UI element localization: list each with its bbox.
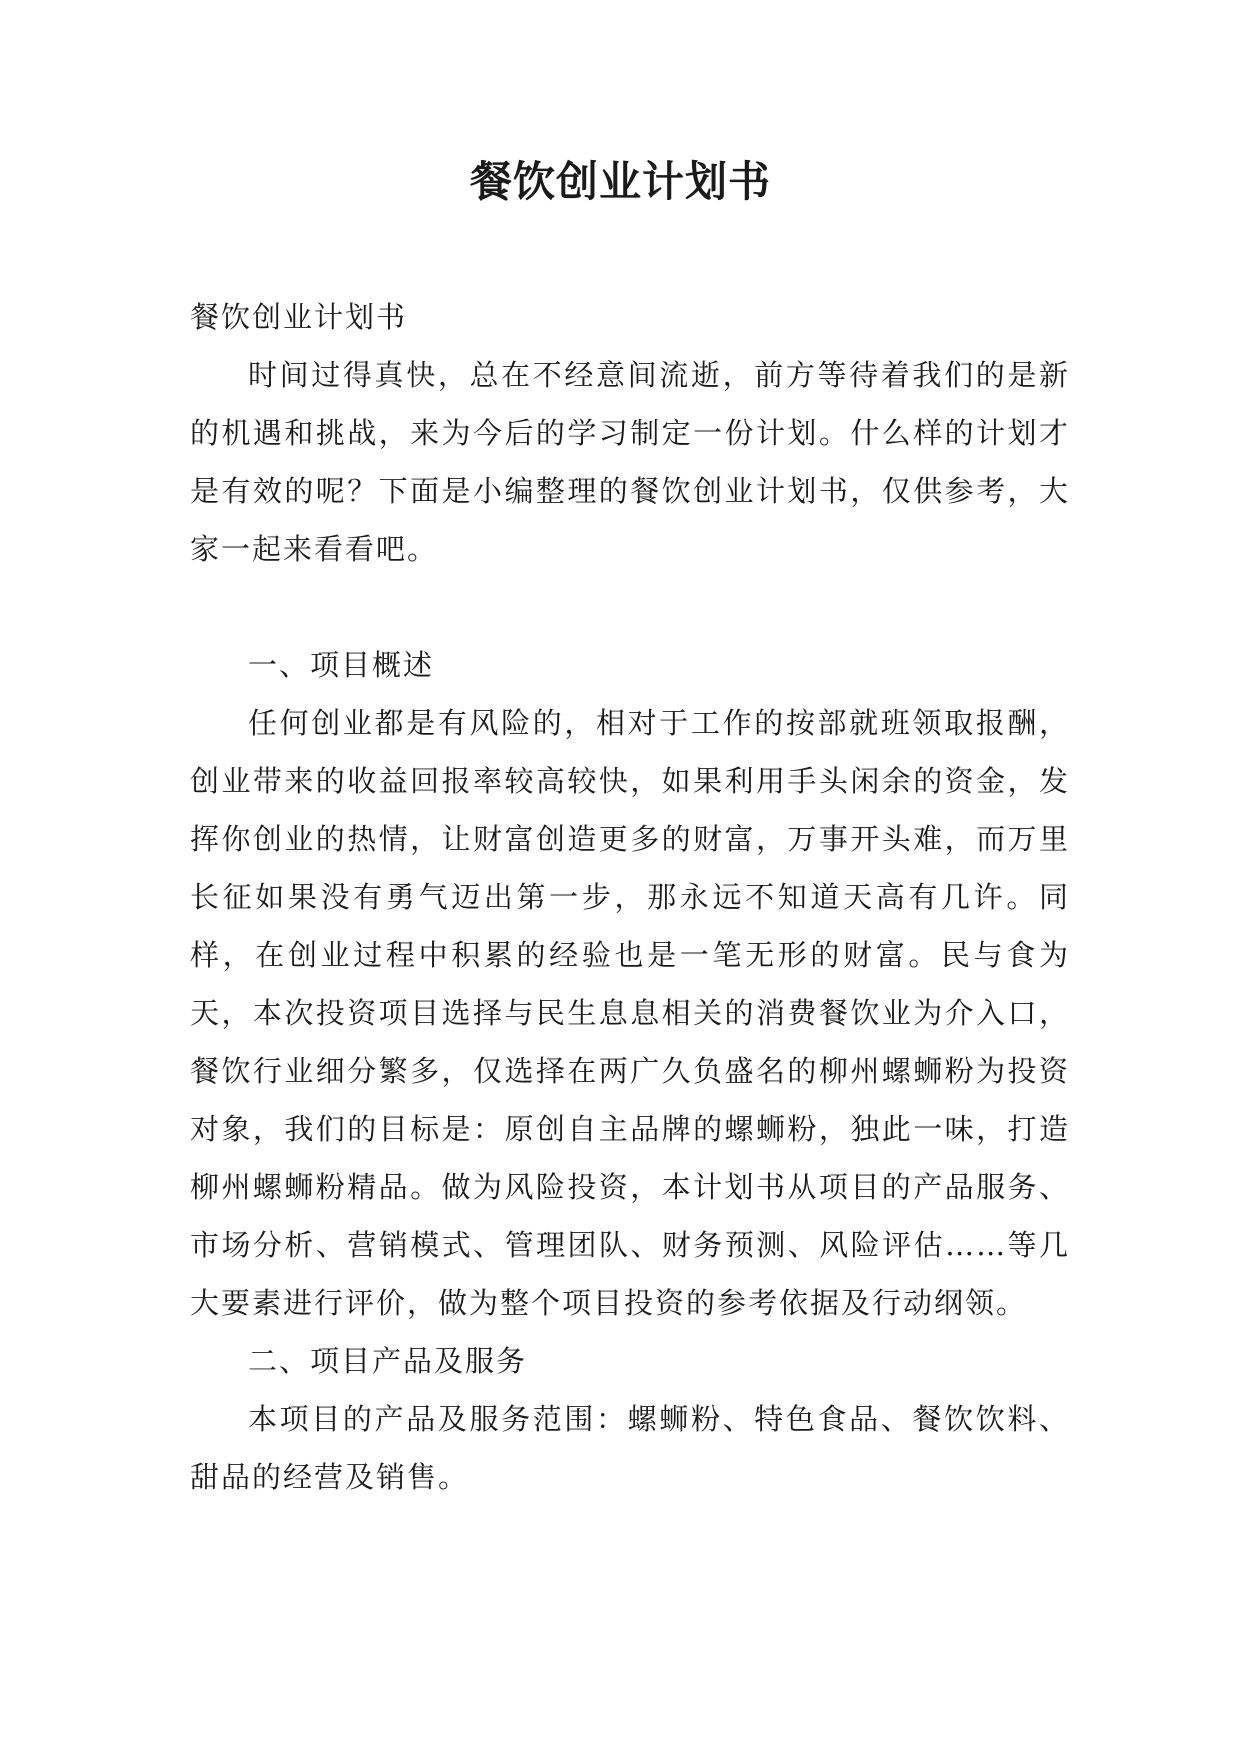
document-title: 餐饮创业计划书 xyxy=(469,157,771,206)
document-body xyxy=(190,288,1070,1506)
document-subtitle: 餐饮创业计划书 xyxy=(190,300,408,334)
section-heading-overview: 一、项目概述 xyxy=(248,648,435,682)
section-paragraph-products: 本项目的产品及服务范围：螺蛳粉、特色食品、餐饮饮料、甜品的经营及销售。 xyxy=(190,1402,1070,1494)
section-paragraph-overview: 任何创业都是有风险的，相对于工作的按部就班领取报酬，创业带来的收益回报率较高较快，如果利用手头闲余的资金，发挥你创业的热情，让财富创造更多的财富，万事开头难，而万里长征如果没有勇气迈出第一步，那永远不知道天高有几许。同样，在创业过程中积累的经验也是一笔无形的财富。民与食为天，本次投资项目选择与民生息息相关的消费餐饮业为介入口，餐饮行业细分繁多，仅选择在两广久负盛名的柳州螺蛳粉为投资对象，我们的目标是：原创自主品牌的螺蛳粉，独此一味，打造柳州螺蛳粉精品。做为风险投资，本计划书从项目的产品服务、市场分析、营销模式、管理团队、财务预测、风险评估……等几大要素进行评价，做为整个项目投资的参考依据及行动纲领。 xyxy=(190,706,1070,1320)
section-heading-products: 二、项目产品及服务 xyxy=(248,1344,528,1378)
section-spacer xyxy=(190,578,1070,636)
intro-paragraph: 时间过得真快，总在不经意间流逝，前方等待着我们的是新的机遇和挑战，来为今后的学习制定一份计划。什么样的计划才是有效的呢？下面是小编整理的餐饮创业计划书，仅供参考，大家一起来看看吧。 xyxy=(190,358,1070,566)
